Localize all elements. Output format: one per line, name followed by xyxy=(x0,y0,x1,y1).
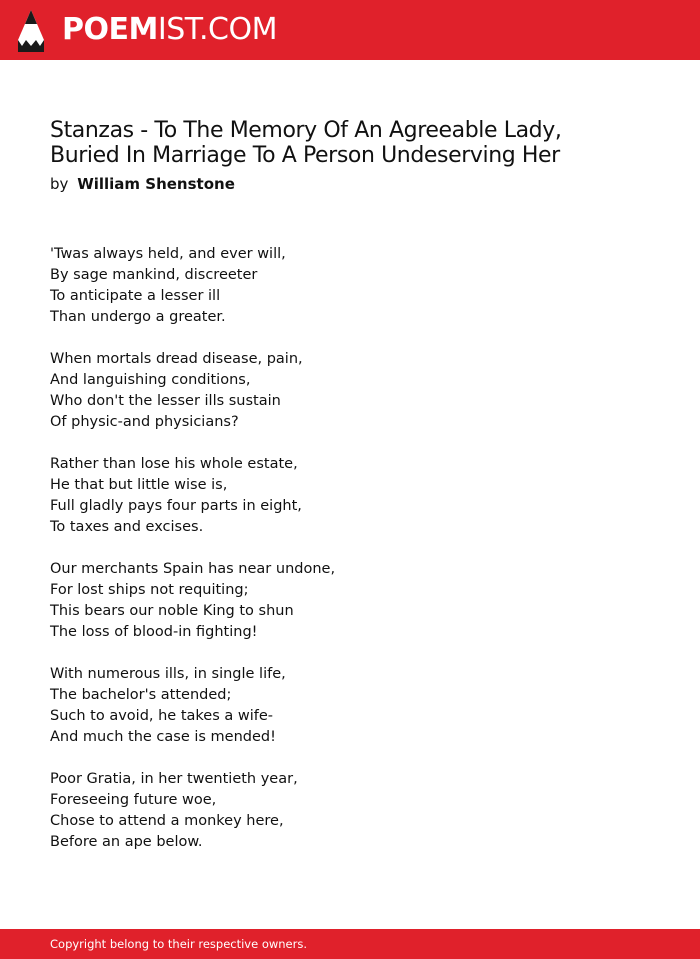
poem-title xyxy=(50,118,670,168)
pencil-tip-icon xyxy=(18,10,44,52)
site-footer xyxy=(0,929,700,959)
poem-line: He that but little wise is, xyxy=(50,477,228,493)
poem-heading xyxy=(50,118,670,194)
poem-line: The loss of blood-in fighting! xyxy=(50,624,258,640)
poem-line: Foreseeing future woe, xyxy=(50,792,217,808)
brand-bold: POEM xyxy=(62,12,158,47)
poem-line: This bears our noble King to shun xyxy=(50,603,294,619)
poem-line: Before an ape below. xyxy=(50,834,203,850)
poem-line: When mortals dread disease, pain, xyxy=(50,351,303,367)
copyright-text: Copyright belong to their respective owners. xyxy=(50,937,308,951)
poem-line: Full gladly pays four parts in eight, xyxy=(50,498,302,514)
by-label: by xyxy=(50,175,69,193)
poem-title-line-1: Stanzas - To The Memory Of An Agreeable Lady, xyxy=(50,118,562,143)
poem-line: Rather than lose his whole estate, xyxy=(50,456,298,472)
stanza xyxy=(50,769,650,853)
stanza xyxy=(50,454,650,538)
poem-body xyxy=(50,244,650,874)
poem-line: Than undergo a greater. xyxy=(50,309,226,325)
poem-line: Our merchants Spain has near undone, xyxy=(50,561,336,577)
poem-line: And much the case is mended! xyxy=(50,729,276,745)
stanza xyxy=(50,349,650,433)
brand-light: IST.COM xyxy=(157,12,277,47)
site-logo[interactable] xyxy=(62,12,277,48)
poem-title-line-2: Buried In Marriage To A Person Undeserving Her xyxy=(50,143,560,168)
poem-line: Poor Gratia, in her twentieth year, xyxy=(50,771,298,787)
poem-line: For lost ships not requiting; xyxy=(50,582,249,598)
site-header xyxy=(0,0,700,60)
stanza xyxy=(50,244,650,328)
poem-line: To anticipate a lesser ill xyxy=(50,288,221,304)
byline xyxy=(50,174,670,194)
author-name[interactable]: William Shenstone xyxy=(77,175,235,193)
poem-line: Of physic-and physicians? xyxy=(50,414,239,430)
poem-line: And languishing conditions, xyxy=(50,372,251,388)
poem-line: The bachelor's attended; xyxy=(50,687,232,703)
poem-line: Who don't the lesser ills sustain xyxy=(50,393,281,409)
poem-line: Chose to attend a monkey here, xyxy=(50,813,284,829)
poem-line: By sage mankind, discreeter xyxy=(50,267,258,283)
poem-line: With numerous ills, in single life, xyxy=(50,666,286,682)
poem-line: Such to avoid, he takes a wife- xyxy=(50,708,274,724)
stanza xyxy=(50,559,650,643)
stanza xyxy=(50,664,650,748)
poem-line: To taxes and excises. xyxy=(50,519,204,535)
poem-line: 'Twas always held, and ever will, xyxy=(50,246,286,262)
